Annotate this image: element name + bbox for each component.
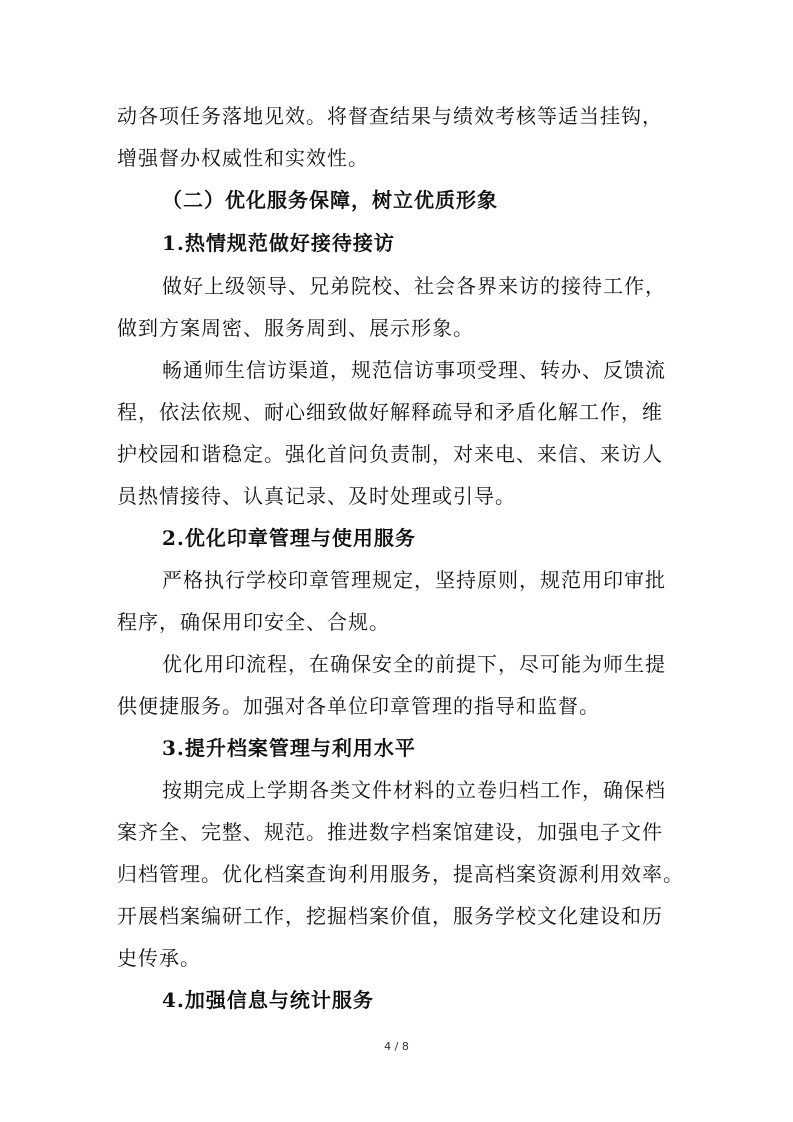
subsection-heading: 2.优化印章管理与使用服务: [162, 526, 416, 550]
body-text-line: 员热情接待、认真记录、及时处理或引导。: [117, 484, 516, 508]
body-text-line: 案齐全、完整、规范。推进数字档案馆建设，加强电子文件: [117, 820, 663, 844]
body-text-line: 程序，确保用印安全、合规。: [117, 610, 390, 634]
body-text-line: 按期完成上学期各类文件材料的立卷归档工作，确保档: [162, 778, 666, 802]
body-text-line: 护校园和谐稳定。强化首问负责制，对来电、来信、来访人: [117, 442, 663, 466]
body-text-line: 畅通师生信访渠道，规范信访事项受理、转办、反馈流: [162, 358, 666, 382]
body-text-line: 史传承。: [117, 946, 201, 970]
body-text-line: 增强督办权威性和实效性。: [117, 146, 369, 170]
body-text-line: 动各项任务落地见效。将督查结果与绩效考核等适当挂钩，: [117, 104, 663, 128]
body-text-line: 做到方案周密、服务周到、展示形象。: [117, 316, 474, 340]
body-text-line: 归档管理。优化档案查询利用服务，提高档案资源利用效率。: [117, 862, 684, 886]
body-text-line: 程，依法依规、耐心细致做好解释疏导和矛盾化解工作，维: [117, 400, 663, 424]
subsection-heading: 1.热情规范做好接待接访: [162, 231, 395, 255]
body-text-line: 优化用印流程，在确保安全的前提下，尽可能为师生提: [162, 652, 666, 676]
body-text-line: 开展档案编研工作，挖掘档案价值，服务学校文化建设和历: [117, 904, 663, 928]
subsection-heading: 4.加强信息与统计服务: [162, 988, 374, 1012]
body-text-line: 供便捷服务。加强对各单位印章管理的指导和监督。: [117, 694, 600, 718]
body-text-line: 严格执行学校印章管理规定，坚持原则，规范用印审批: [162, 568, 666, 592]
subsection-heading: 3.提升档案管理与利用水平: [162, 736, 416, 760]
body-text-line: 做好上级领导、兄弟院校、社会各界来访的接待工作，: [162, 274, 666, 298]
section-heading: （二）优化服务保障，树立优质形象: [162, 188, 498, 212]
page-number: 4 / 8: [384, 1040, 409, 1053]
